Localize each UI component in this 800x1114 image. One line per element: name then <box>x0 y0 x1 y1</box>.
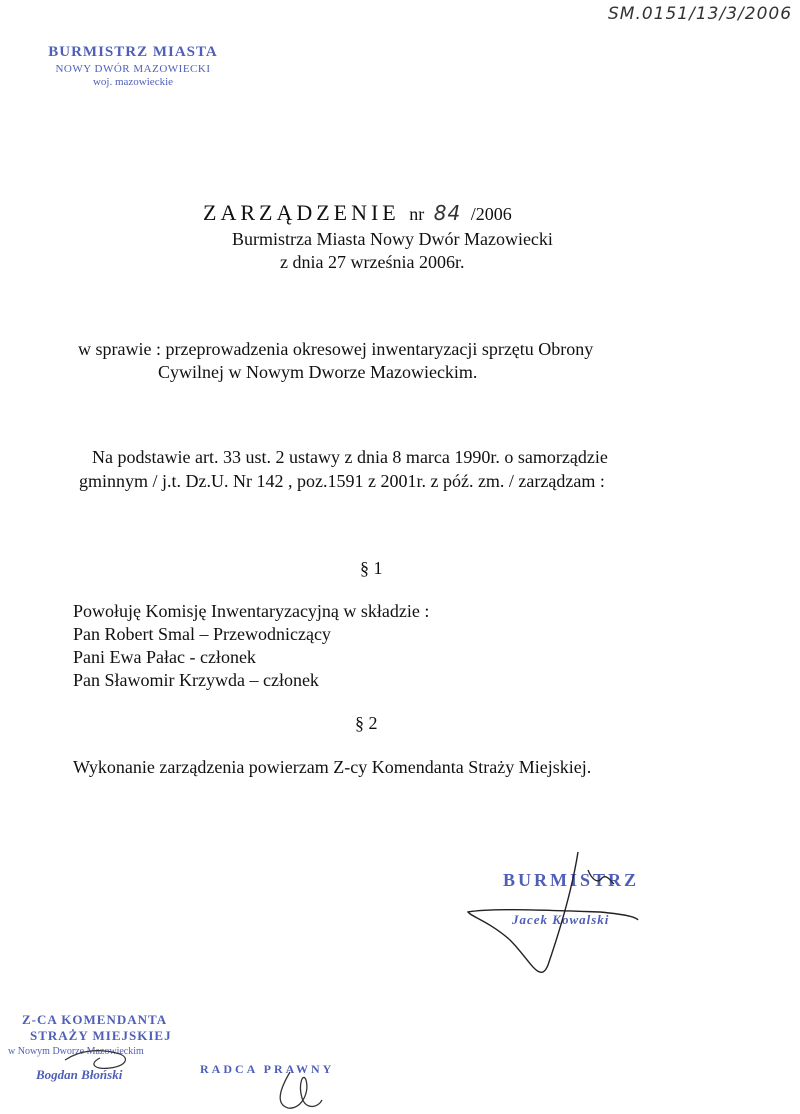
mayor-stamp-name: Jacek Kowalski <box>512 912 610 927</box>
committee-member: Pan Sławomir Krzywda – członek <box>73 670 319 690</box>
committee-member: Pani Ewa Pałac - członek <box>73 647 256 667</box>
stamp-bl-unit: STRAŻY MIEJSKIEJ <box>30 1028 172 1043</box>
handwritten-reference: SM.0151/13/3/2006 <box>608 4 793 24</box>
stamp-region: woj. mazowieckie <box>92 76 174 88</box>
stamp-bottom-right-title: RADCA PRAWNY <box>200 1062 335 1076</box>
legal-basis-line-1: Na podstawie art. 33 ust. 2 ustawy z dnia 8 marca 1990r. o samorządzie <box>92 447 608 467</box>
stamp-city: NOWY DWÓR MAZOWIECKI <box>55 63 211 75</box>
subject-line-1: w sprawie : przeprowadzenia okresowej inwentaryzacji sprzętu Obrony <box>78 339 594 359</box>
mayor-stamp-title: BURMISTRZ <box>503 870 640 890</box>
date-line: z dnia 27 września 2006r. <box>280 252 465 272</box>
stamp-title: BURMISTRZ MIASTA <box>48 44 218 60</box>
document-title <box>203 200 512 226</box>
stamp-bl-location: w Nowym Dworze Mazowieckim <box>8 1046 144 1057</box>
deputy-signature-icon <box>60 1040 150 1080</box>
title-number: 84 <box>433 201 462 225</box>
subject-line-2: Cywilnej w Nowym Dworze Mazowieckim. <box>158 362 478 382</box>
legal-basis-line-2: gminnym / j.t. Dz.U. Nr 142 , poz.1591 z 2001r. z póź. zm. / zarządzam : <box>79 471 605 491</box>
mayor-signature-icon <box>460 850 660 990</box>
committee-member: Pan Robert Smal – Przewodniczący <box>73 624 331 644</box>
stamp-bl-title: Z-CA KOMENDANTA <box>22 1012 168 1027</box>
issuer-line: Burmistrza Miasta Nowy Dwór Mazowiecki <box>232 229 553 249</box>
section-2-heading: § 2 <box>355 713 378 733</box>
stamp-bl-name: Bogdan Błoński <box>36 1067 123 1082</box>
legal-counsel-signature-icon <box>270 1064 330 1114</box>
section-2-text: Wykonanie zarządzenia powierzam Z-cy Komendanta Straży Miejskiej. <box>73 757 592 777</box>
title-word: ZARZĄDZENIE <box>203 200 400 225</box>
title-nr-label: nr <box>409 204 425 224</box>
section-1-intro: Powołuję Komisję Inwentaryzacyjną w składzie : <box>73 601 430 621</box>
stamp-top-left <box>38 44 228 88</box>
section-1-heading: § 1 <box>360 558 383 578</box>
title-year: /2006 <box>470 204 512 224</box>
